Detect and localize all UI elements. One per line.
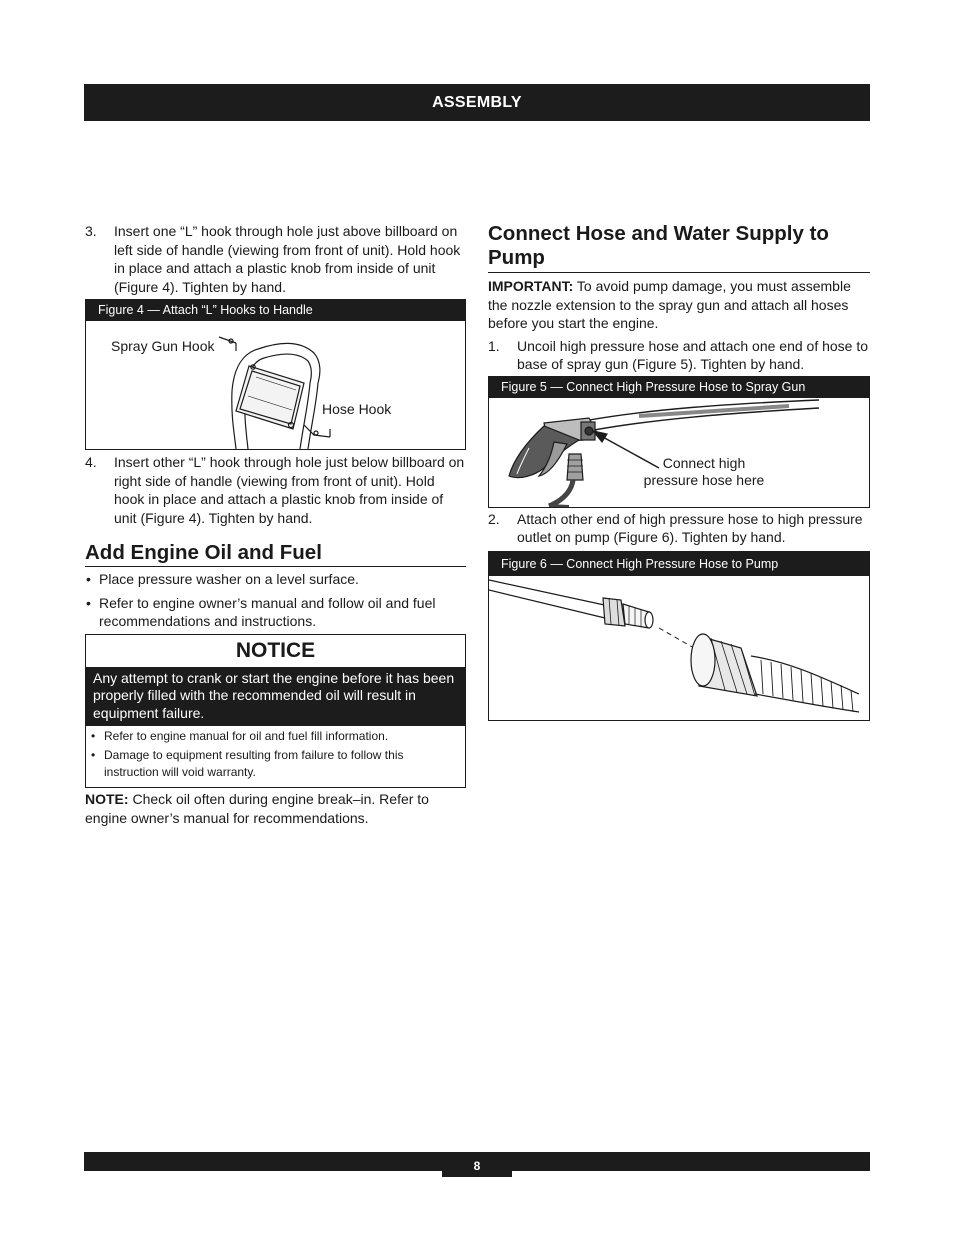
step-text: Attach other end of high pressure hose to high pressure outlet on pump (Figure 6). Tighten by hand. — [517, 510, 863, 545]
bullet-icon: • — [91, 748, 96, 762]
step-number: 4. — [85, 454, 97, 470]
right-column — [488, 222, 870, 721]
hose-hook-label: Hose Hook — [322, 401, 392, 417]
step-text: Insert other “L” hook through hole just below billboard on right side of handle (viewing from front of unit). Hold hook in place and attach a plastic knob from inside of unit (Figure 4). Tighten by hand. — [114, 454, 465, 526]
notice-title: NOTICE — [235, 638, 316, 662]
hose-pump-illustration — [489, 576, 869, 720]
note-label: NOTE: — [85, 791, 129, 807]
connect-hose-label-line1: Connect high — [662, 454, 746, 471]
step-1 — [488, 337, 870, 374]
figure-caption: Figure 4 — Attach “L” Hooks to Handle — [86, 300, 465, 321]
bullet-icon: • — [86, 571, 91, 587]
figure-6 — [488, 551, 870, 721]
list-item — [85, 570, 466, 589]
step-text: Insert one “L” hook through hole just above billboard on left side of handle (viewing from front of unit). Hold hook in place and attach a plastic knob from inside of unit (Figure 4). Tighten by hand. — [114, 223, 461, 295]
note-paragraph — [85, 790, 466, 827]
important-label: IMPORTANT: — [488, 278, 574, 294]
spray-gun-illustration — [489, 398, 869, 507]
important-text: To avoid pump damage, you must assemble the nozzle extension to the spray gun and attach all hoses before you start the engine. — [488, 278, 851, 331]
spray-gun-hook-label: Spray Gun Hook — [111, 338, 215, 354]
bullet-icon: • — [86, 594, 91, 611]
step-number: 2. — [488, 510, 500, 527]
left-column — [85, 222, 466, 827]
step-text: Uncoil high pressure hose and attach one end of hose to base of spray gun (Figure 5). Tighten by hand. — [517, 337, 869, 372]
figure-5 — [488, 376, 870, 508]
figure-caption: Figure 6 — Connect High Pressure Hose to Pump — [489, 552, 869, 576]
list-item — [90, 747, 459, 781]
connect-hose-label-line2: pressure hose here — [643, 471, 765, 488]
step-2 — [488, 510, 870, 547]
notice-box — [85, 634, 466, 789]
figure-4 — [85, 299, 466, 450]
list-item-text: Place pressure washer on a level surface. — [99, 571, 359, 587]
step-number: 1. — [488, 337, 500, 354]
list-item-text: Refer to engine owner’s manual and follow oil and fuel recommendations and instructions. — [99, 594, 436, 629]
section-header: ASSEMBLY — [84, 84, 870, 121]
list-item — [90, 728, 459, 745]
notice-body: Any attempt to crank or start the engine before it has been properly filled with the recommended oil will result in equipment failure. — [86, 667, 465, 727]
bullet-icon: • — [91, 729, 96, 743]
step-number: 3. — [85, 223, 97, 239]
list-item-text: Damage to equipment resulting from failure to follow this instruction will void warranty. — [104, 748, 404, 779]
figure-caption: Figure 5 — Connect High Pressure Hose to Spray Gun — [489, 377, 869, 398]
notice-list — [86, 726, 465, 787]
step-3 — [85, 222, 466, 296]
list-item-text: Refer to engine manual for oil and fuel fill information. — [104, 729, 389, 743]
connect-hose-label — [624, 455, 784, 489]
list-item — [85, 594, 466, 631]
note-text: Check oil often during engine break–in. Refer to engine owner’s manual for recommendations. — [85, 791, 429, 826]
step-4 — [85, 453, 466, 527]
section-title-oil-fuel: Add Engine Oil and Fuel — [85, 541, 466, 567]
section-title-hose-water: Connect Hose and Water Supply to Pump — [488, 222, 870, 273]
page-number: 8 — [442, 1152, 512, 1177]
important-paragraph — [488, 277, 870, 333]
